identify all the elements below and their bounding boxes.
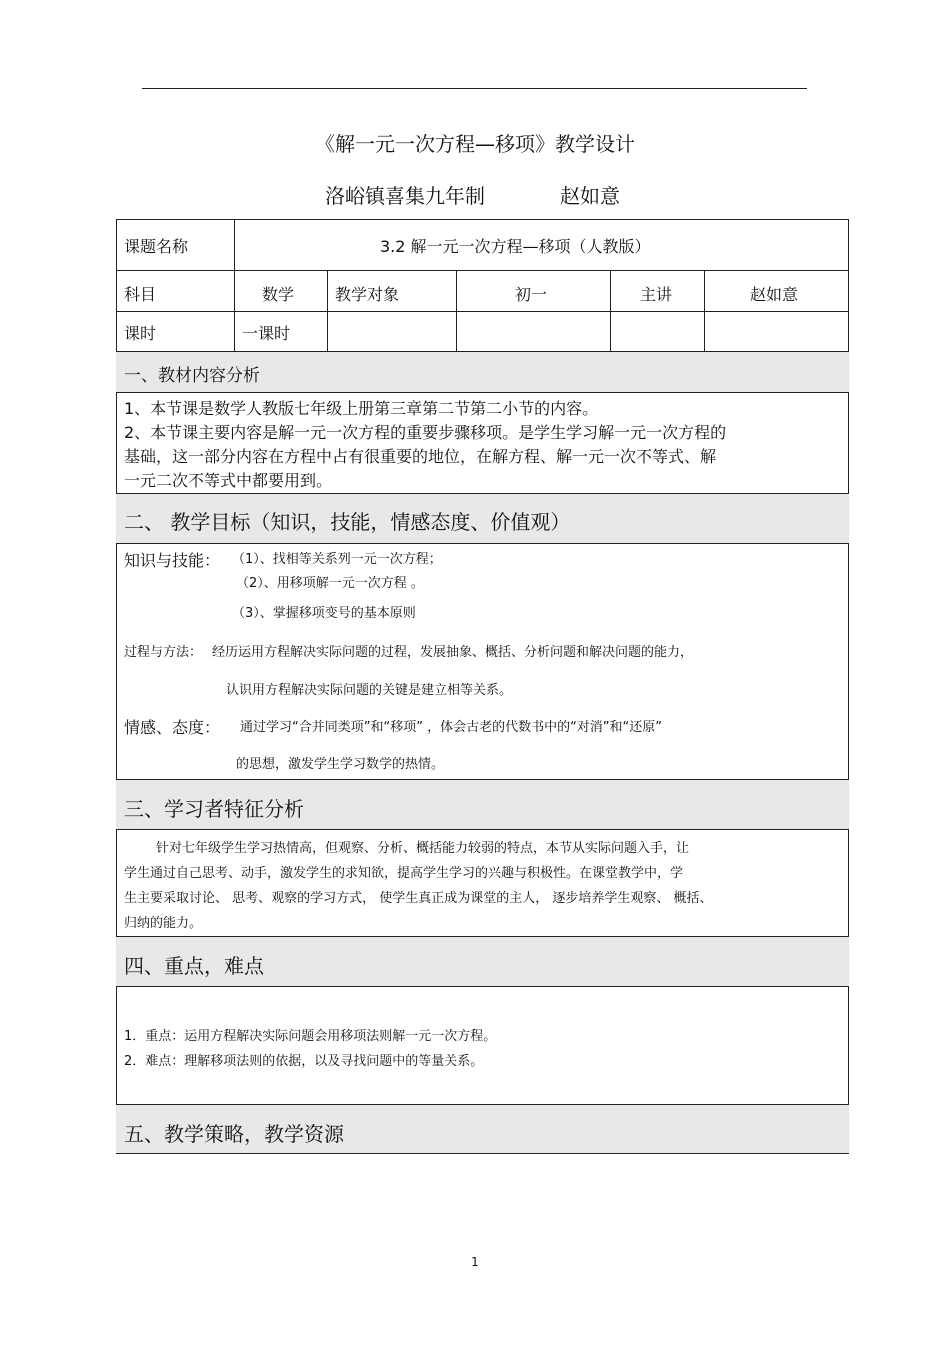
col-divider <box>704 270 705 351</box>
col-divider <box>234 219 235 351</box>
audience-value: 初一 <box>515 285 548 304</box>
section-3-heading: 三、学习者特征分析 <box>124 797 304 821</box>
emotion-label: 情感、态度： <box>124 718 221 737</box>
document-title: 《解一元一次方程—移项》教学设计 <box>315 132 635 156</box>
key-point: 1．重点：运用方程解决实际问题会用移项法则解一元一次方程。 <box>124 1029 497 1044</box>
s1-line-3: 基础，这一部分内容在方程中占有很重要的地位，在解方程、解一元一次不等式、解 <box>124 447 717 466</box>
knowledge-item-2: （2）、用移项解一元一次方程 。 <box>236 576 424 591</box>
period-value: 一课时 <box>242 324 291 343</box>
lecturer-value: 赵如意 <box>750 285 799 304</box>
row-divider <box>116 311 849 312</box>
section-2-heading: 二、 教学目标（知识，技能，情感态度、价值观） <box>124 510 571 534</box>
s1-line-1: 1、本节课是数学人教版七年级上册第三章第二节第二小节的内容。 <box>124 399 599 418</box>
section-1-heading: 一、教材内容分析 <box>124 366 260 386</box>
subject-label: 科目 <box>124 285 157 304</box>
topic-value: 3.2 解一元一次方程—移项（人教版） <box>380 237 651 256</box>
author-name: 赵如意 <box>560 184 620 208</box>
col-divider <box>456 270 457 351</box>
header-rule <box>142 88 807 89</box>
process-line-2: 认识用方程解决实际问题的关键是建立相等关系。 <box>226 683 513 698</box>
s1-line-2: 2、本节课主要内容是解一元一次方程的重要步骤移项。是学生学习解一元一次方程的 <box>124 423 727 442</box>
row-divider <box>116 829 849 830</box>
audience-label: 教学对象 <box>335 285 400 304</box>
s3-line-3: 生主要采取讨论、 思考、观察的学习方式， 使学生真正成为课堂的主人， 逐步培养学生观察、 概括、 <box>124 891 713 906</box>
difficult-point: 2．难点：理解移项法则的依据，以及寻找问题中的等量关系。 <box>124 1054 484 1069</box>
row-divider <box>116 392 849 393</box>
knowledge-label: 知识与技能： <box>124 551 221 570</box>
process-line-1: 经历运用方程解决实际问题的过程，发展抽象、概括、分析问题和解决问题的能力， <box>212 645 694 660</box>
s3-line-4: 归纳的能力。 <box>124 916 203 931</box>
emotion-line-2: 的思想，激发学生学习数学的热情。 <box>236 757 445 772</box>
s3-line-1: 针对七年级学生学习热情高，但观察、分析、概括能力较弱的特点，本节从实际问题入手，让 <box>156 841 690 856</box>
s3-line-2: 学生通过自己思考、动手，激发学生的求知欲，提高学生学习的兴趣与积极性。在课堂教学中，学 <box>124 866 684 881</box>
row-divider <box>116 270 849 271</box>
section-4-heading: 四、重点，难点 <box>124 954 264 978</box>
topic-label: 课题名称 <box>124 237 189 256</box>
row-divider <box>116 543 849 544</box>
knowledge-item-3: （3）、掌握移项变号的基本原则 <box>232 606 416 621</box>
s1-line-4: 一元二次不等式中都要用到。 <box>124 471 333 490</box>
col-divider <box>610 270 611 351</box>
emotion-line-1: 通过学习“合并同类项”和“移项” ，体会古老的代数书中的“对消”和“还原” <box>240 720 663 735</box>
process-label: 过程与方法： <box>124 645 203 660</box>
subject-value: 数学 <box>262 285 295 304</box>
row-divider <box>116 986 849 987</box>
page-number: 1 <box>471 1255 479 1269</box>
school-name: 洛峪镇喜集九年制 <box>325 184 485 208</box>
col-divider <box>327 270 328 351</box>
period-label: 课时 <box>124 324 157 343</box>
lecturer-label: 主讲 <box>640 285 673 304</box>
knowledge-item-1: （1）、找相等关系列一元一次方程； <box>232 552 442 567</box>
section-5-heading: 五、教学策略，教学资源 <box>124 1122 344 1146</box>
